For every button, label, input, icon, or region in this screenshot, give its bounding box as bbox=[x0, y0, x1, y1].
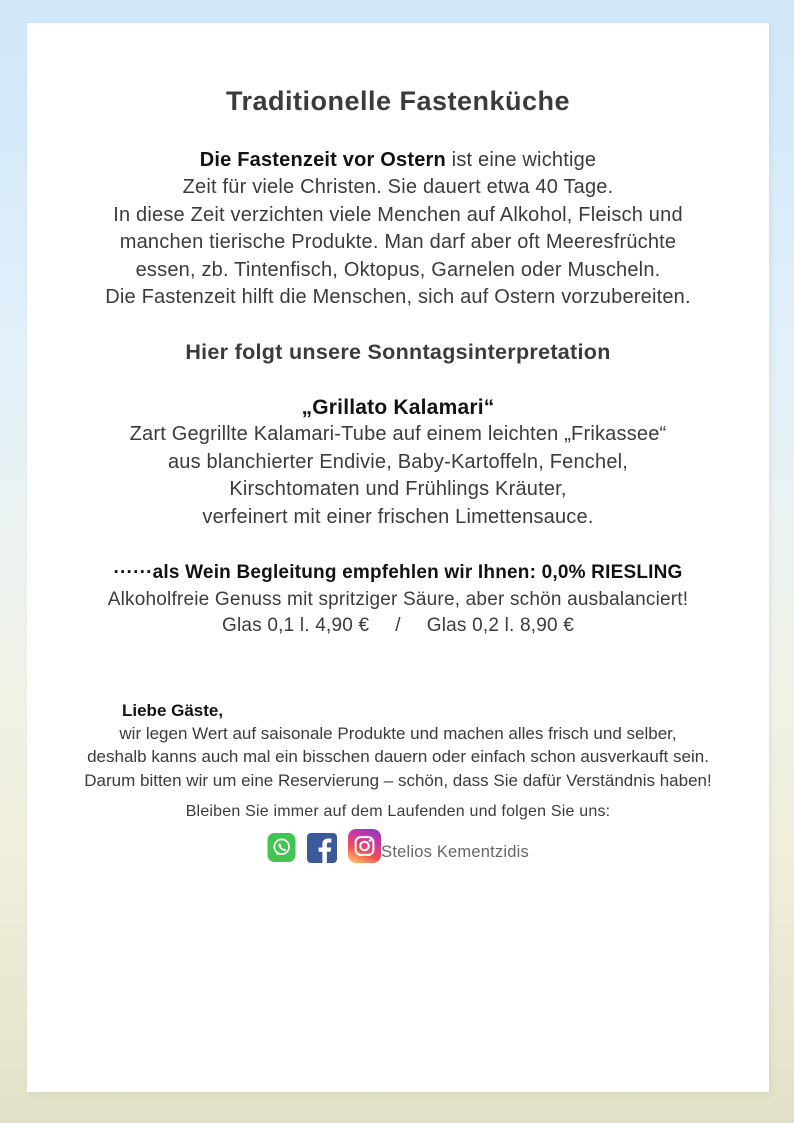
text-line: Die Fastenzeit hilft die Menschen, sich auf Ostern vorzubereiten. bbox=[105, 286, 691, 309]
social-handle: Stelios Kementzidis bbox=[381, 843, 529, 861]
guest-note-block bbox=[27, 699, 769, 792]
text-line: wir legen Wert auf saisonale Produkte und machen alles frisch und selber, bbox=[119, 724, 677, 744]
whatsapp-icon[interactable] bbox=[267, 832, 296, 863]
menu-sheet bbox=[27, 23, 769, 1092]
page-title: Traditionelle Fastenküche bbox=[225, 86, 571, 116]
facebook-icon[interactable] bbox=[307, 833, 337, 863]
intro-lead-line bbox=[27, 147, 769, 174]
intro-lines bbox=[27, 174, 769, 311]
wine-headline: ······als Wein Begleitung empfehlen wir Ihnen: 0,0% RIESLING bbox=[113, 562, 683, 583]
wine-price-small: Glas 0,1 l. 4,90 € bbox=[222, 615, 370, 637]
dish-block bbox=[27, 394, 769, 531]
text-line: Zeit für viele Christen. Sie dauert etwa 40 Tage. bbox=[182, 176, 614, 199]
text-line: Kirschtomaten und Frühlings Kräuter, bbox=[229, 478, 567, 501]
text-line: verfeinert mit einer frischen Limettensauce. bbox=[202, 505, 594, 528]
text-line: manchen tierische Produkte. Man darf aber oft Meeresfrüchte bbox=[119, 231, 677, 254]
text-line: deshalb kanns auch mal ein bisschen dauern oder einfach schon ausverkauft sein. bbox=[87, 747, 709, 767]
guest-note-lines bbox=[27, 722, 769, 792]
text-line: essen, zb. Tintenfisch, Oktopus, Garnelen oder Muscheln. bbox=[135, 258, 661, 281]
wine-price-separator: / bbox=[395, 615, 401, 637]
wine-subline: Alkoholfreie Genuss mit spritziger Säure, aber schön ausbalanciert! bbox=[107, 588, 689, 610]
dish-name: „Grillato Kalamari“ bbox=[301, 396, 495, 419]
text-line: Zart Gegrillte Kalamari-Tube auf einem leichten „Frikassee“ bbox=[129, 423, 667, 446]
follow-line: Bleiben Sie immer auf dem Laufenden und folgen Sie uns: bbox=[185, 803, 611, 820]
text-line: In diese Zeit verzichten viele Menchen auf Alkohol, Fleisch und bbox=[113, 203, 683, 226]
instagram-icon[interactable] bbox=[348, 829, 381, 863]
intro-lead-bold: Die Fastenzeit vor Ostern bbox=[199, 149, 446, 171]
guest-salutation: Liebe Gäste, bbox=[122, 701, 224, 720]
dish-description bbox=[27, 421, 769, 531]
section-heading: Hier folgt unsere Sonntagsinterpretation bbox=[185, 340, 611, 364]
text-line: aus blanchierter Endivie, Baby-Kartoffeln, Fenchel, bbox=[167, 450, 629, 473]
intro-lead-rest: ist eine wichtige bbox=[445, 149, 597, 171]
social-row bbox=[27, 825, 769, 863]
text-line: Darum bitten wir um eine Reservierung – schön, dass Sie dafür Verständnis haben! bbox=[84, 770, 712, 790]
intro-paragraph bbox=[27, 147, 769, 311]
wine-price-large: Glas 0,2 l. 8,90 € bbox=[426, 615, 574, 637]
wine-block bbox=[27, 560, 769, 640]
wine-prices bbox=[27, 613, 769, 640]
